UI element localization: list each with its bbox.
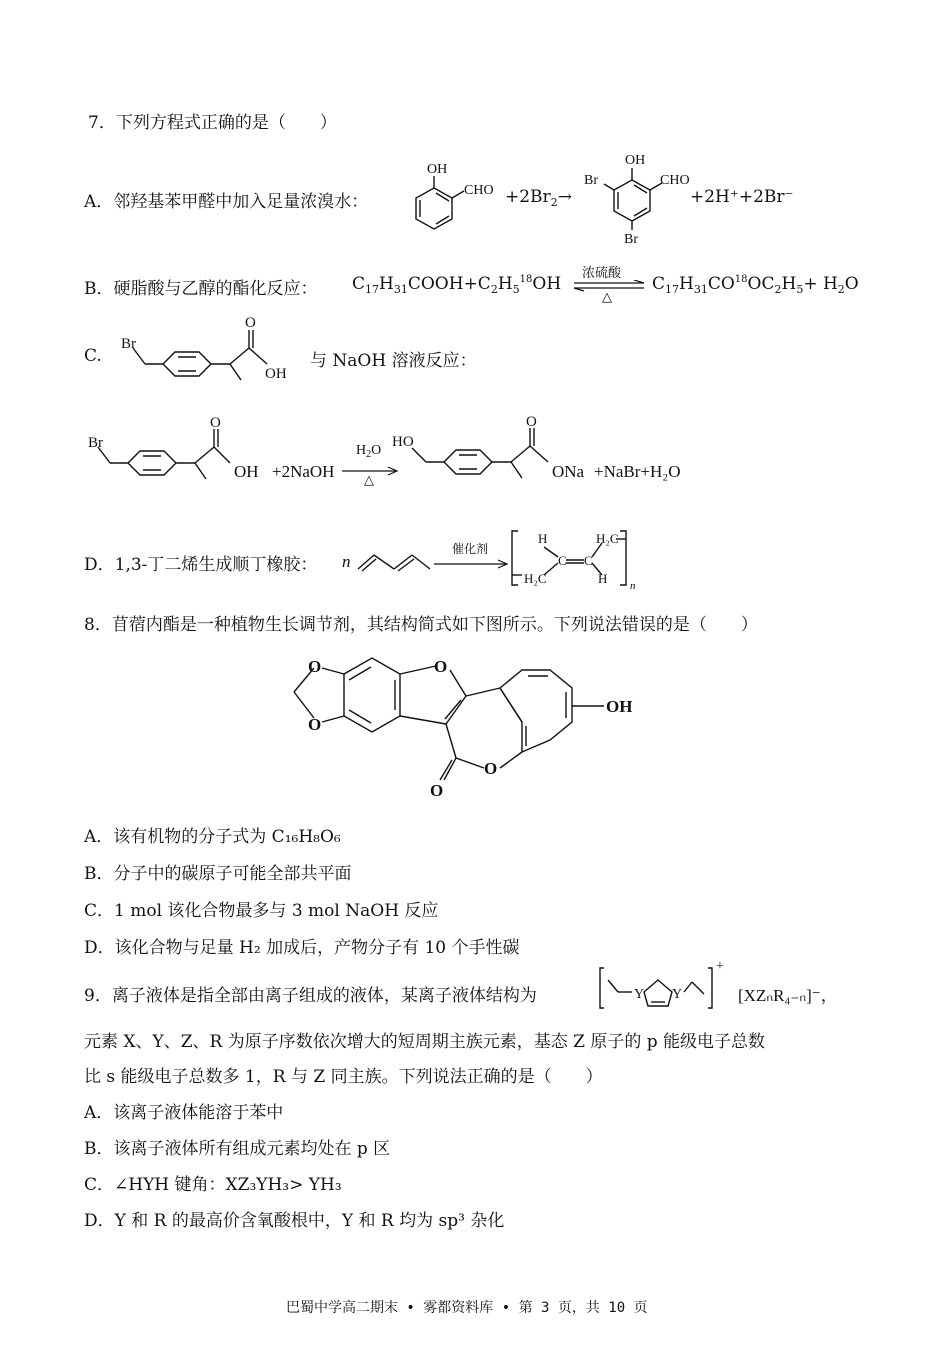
q7d-h2c-top: H₂C bbox=[596, 531, 619, 546]
q7a-prod-oh-text: OH bbox=[625, 153, 646, 168]
q7d-n-sub: n bbox=[630, 580, 636, 592]
q7d-c-right: C bbox=[584, 553, 593, 568]
q8-option-a: A．该有机物的分子式为 C₁₆H₈O₆ bbox=[84, 827, 341, 847]
q7a-prod-br-bottom: Br bbox=[624, 232, 638, 245]
q7b-prod-h5-sub: 5 bbox=[796, 283, 804, 296]
q7b-c-sub: 17 bbox=[365, 283, 380, 296]
q7b-prod-oc: OC bbox=[747, 274, 775, 294]
q7a-prod-br-top: Br bbox=[584, 173, 598, 188]
q8-medicagol-structure bbox=[278, 640, 658, 805]
q7b-prod-tail: + H bbox=[803, 274, 838, 294]
q8-o-bottom-left: O bbox=[308, 715, 322, 734]
q7b-h5: H bbox=[497, 274, 513, 294]
q7d-h-bottom: H bbox=[598, 571, 608, 586]
q9-option-b: B．该离子液体所有组成元素均处在 p 区 bbox=[84, 1139, 391, 1159]
q7a-tail: +2H⁺+2Br⁻ bbox=[690, 187, 794, 207]
q7a-cho-text: CHO bbox=[464, 183, 494, 198]
q7c-eq-h2o-cond bbox=[356, 443, 381, 459]
q7b-h2o-o: O bbox=[844, 274, 859, 294]
q7c-ona: ONa bbox=[552, 462, 585, 481]
q7c-br-text: Br bbox=[121, 336, 136, 352]
q7c-eq-br-text: Br bbox=[88, 435, 103, 451]
q7-option-b-label: B．硬脂酸与乙醇的酯化反应： bbox=[84, 279, 318, 299]
q7c-eq-o-text: O bbox=[210, 415, 221, 431]
q7c-eq-delta: △ bbox=[364, 473, 374, 488]
q7b-h: H bbox=[379, 274, 394, 294]
q7b-prod-co: CO bbox=[707, 274, 735, 294]
q7c-h2o-h: H bbox=[356, 443, 367, 458]
q7c-ho-text: HO bbox=[392, 434, 414, 450]
q8-oh-text: OH bbox=[606, 697, 633, 716]
q7b-c2-sub: 2 bbox=[490, 283, 498, 296]
q7c-prod-o-text: O bbox=[526, 414, 537, 430]
page-footer: 巴蜀中学高二期末 • 雾都资料库 • 第 3 页，共 10 页 bbox=[286, 1300, 648, 1316]
q7b-condition-top: 浓硫酸 bbox=[582, 266, 622, 281]
q7b-products bbox=[652, 274, 859, 294]
q7a-product-structure bbox=[580, 150, 700, 245]
q7b-prod-h-sub: 31 bbox=[693, 283, 708, 296]
q9-stem-a: 9．离子液体是指全部由离子组成的液体，某离子液体结构为 bbox=[84, 986, 537, 1006]
q7c-oh-text: OH bbox=[265, 366, 287, 382]
q9-cation-charge: + bbox=[716, 959, 724, 974]
q7a-reactant-structure bbox=[400, 158, 520, 238]
q7c-eq-reactant-structure bbox=[84, 415, 274, 495]
q7d-h2c-bottom: H₂C bbox=[524, 571, 547, 586]
q7b-oh: OH bbox=[532, 274, 562, 294]
q7a-plus-br2 bbox=[505, 187, 572, 207]
q7a-plus-text: +2Br bbox=[505, 187, 551, 207]
q7b-prod-c2-sub: 2 bbox=[774, 283, 782, 296]
q7b-h2o-sub: 2 bbox=[837, 283, 845, 296]
q9-option-d: D．Y 和 R 的最高价含氧酸根中，Y 和 R 均为 sp³ 杂化 bbox=[84, 1211, 505, 1231]
q7b-prod-h5: H bbox=[781, 274, 797, 294]
q9-line3: 比 s 能级电子总数多 1，R 与 Z 同主族。下列说法正确的是（ ） bbox=[84, 1067, 603, 1087]
q7b-prod-c: C bbox=[652, 274, 666, 294]
q7b-reactants bbox=[352, 274, 561, 294]
q7c-eq-oh: OH bbox=[234, 462, 259, 481]
q8-option-b: B．分子中的碳原子可能全部共平面 bbox=[84, 864, 352, 884]
q7b-prod-h: H bbox=[679, 274, 694, 294]
q7b-prod-c-sub: 17 bbox=[665, 283, 680, 296]
q7b-h-sub: 31 bbox=[393, 283, 408, 296]
q7b-h5-sub: 5 bbox=[512, 283, 520, 296]
q9-cation-structure bbox=[596, 958, 736, 1018]
q7-option-a-label: A．邻羟基苯甲醛中加入足量浓溴水： bbox=[84, 192, 369, 212]
q8-option-c: C．1 mol 该化合物最多与 3 mol NaOH 反应 bbox=[84, 901, 439, 921]
q7b-c: C bbox=[352, 274, 366, 294]
q7d-n: n bbox=[342, 552, 351, 571]
q9-y-right: Y bbox=[672, 987, 683, 1002]
q7b-cooh: COOH bbox=[407, 274, 464, 294]
q9-option-c: C．∠HYH 键角：XZ₃YH₃> YH₃ bbox=[84, 1175, 342, 1195]
q7d-rubber-structure bbox=[508, 525, 643, 593]
q7b-plus-c: +C bbox=[463, 274, 491, 294]
q7a-oh-text: OH bbox=[427, 162, 448, 177]
q7c-reactant-structure bbox=[115, 312, 315, 392]
q8-option-d: D．该化合物与足量 H₂ 加成后，产物分子有 10 个手性碳 bbox=[84, 938, 520, 958]
q7c-eq-naoh: +2NaOH bbox=[272, 462, 335, 481]
q7d-catalyst: 催化剂 bbox=[452, 542, 489, 556]
q7c-o-text: O bbox=[245, 315, 256, 331]
q7b-condition-bottom: △ bbox=[602, 290, 612, 305]
q7c-h2o-sub: 2 bbox=[366, 449, 372, 460]
q9-y-left: Y bbox=[634, 987, 645, 1002]
q7c-text: 与 NaOH 溶液反应： bbox=[310, 351, 477, 371]
q9-anion: [XZₙR₄₋ₙ]⁻， bbox=[738, 986, 838, 1005]
q8-o-furan: O bbox=[434, 657, 448, 676]
q8-o-lactone: O bbox=[484, 759, 498, 778]
q7b-o18: 18 bbox=[519, 274, 533, 285]
q9-option-a: A．该离子液体能溶于苯中 bbox=[84, 1103, 284, 1123]
q7b-prod-o18: 18 bbox=[734, 274, 748, 285]
q7-option-d-label: D．1,3-丁二烯生成顺丁橡胶： bbox=[84, 555, 318, 575]
q7c-eq-tail: +NaBr+H₂O bbox=[594, 462, 681, 481]
q8-stem: 8．苜蓿内酯是一种植物生长调节剂，其结构简式如下图所示。下列说法错误的是（ ） bbox=[84, 615, 758, 635]
q7d-butadiene-structure bbox=[356, 545, 436, 575]
q7d-h-top: H bbox=[538, 531, 548, 546]
q8-o-top-left: O bbox=[308, 657, 322, 676]
q8-o-carbonyl: O bbox=[430, 781, 444, 800]
q7a-br2-sub: 2 bbox=[550, 196, 558, 209]
q7a-arrow: → bbox=[557, 187, 572, 207]
q7a-prod-cho-text: CHO bbox=[660, 173, 690, 188]
q7d-arrow bbox=[432, 559, 510, 569]
q7d-c-left: C bbox=[558, 553, 567, 568]
q7c-h2o-o: O bbox=[371, 443, 382, 458]
q7-option-c-label: C. bbox=[84, 346, 102, 366]
q9-line2: 元素 X、Y、Z、R 为原子序数依次增大的短周期主族元素，基态 Z 原子的 p 能级电子总数 bbox=[84, 1032, 766, 1052]
q7-stem: 7．下列方程式正确的是（ ） bbox=[88, 113, 337, 133]
